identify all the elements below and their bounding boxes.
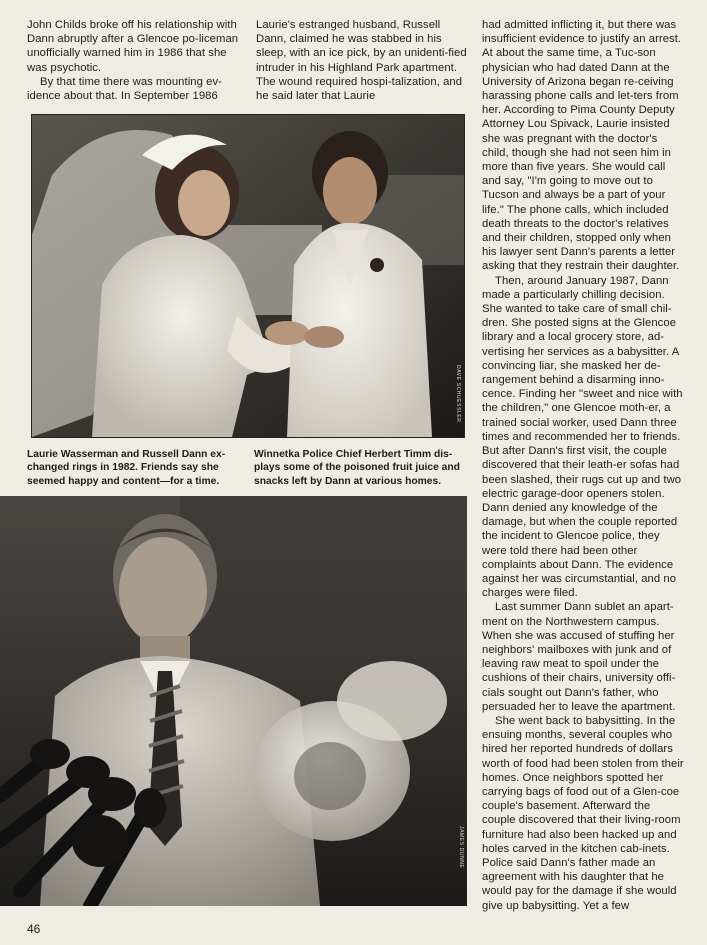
paragraph: Last summer Dann sublet an apart-ment on the Northwestern campus. When she was accused of stuffing her neighbors' mailboxes with junk and of leaving raw meat to spoil under the cushions of their chairs, university offi-cials sought out Dann's father, who persuaded her to leave the apartment. xyxy=(482,601,676,713)
photo-credit: DAVE SCHUESSLER xyxy=(455,365,461,423)
article-column-1 xyxy=(27,18,239,103)
police-chief-photo xyxy=(0,496,467,906)
photo-credit: JAMES DUNNE xyxy=(458,826,464,869)
paragraph: She went back to babysitting. In the ensuing months, several couples who hired her reported hundreds of dollars worth of food had been stolen from their homes. Once neighbors spotted her carrying bags of food out of a Glen-coe couple's basement. Afterward the couple discovered that their living-room furniture had also been hacked up and holes carved in the kitchen cab-inets. Police said Dann's father made an agreement with his daughter that he would pay for the damage if she would give up babysitting. Yet a few xyxy=(482,714,684,912)
page-number: 46 xyxy=(27,922,41,936)
police-chief-photo-image xyxy=(0,496,467,906)
paragraph: Then, around January 1987, Dann made a particularly chilling decision. She wanted to take care of small chil-dren. She posted signs at the Glencoe library and a local grocery store, ad-vertising her services as a babysitter. A convincing liar, she masked her de-rangement behind a disarming inno-cence. Finding her "sweet and nice with the children," one Glencoe moth-er, a trained social worker, used Dann three times and recommended her to friends. But after Dann's first visit, the couple discovered that their leath-er sofas had been slashed, their rugs cut up and two electric garage-door openers stolen. Dann denied any knowledge of the damage, but when the couple reported the incident to Glencoe police, they were told there had been other complaints about Dann. The evidence against her was circumstantial, and no charges were filed. xyxy=(482,274,683,600)
article-column-3 xyxy=(482,18,687,913)
article-column-2 xyxy=(256,18,468,103)
wedding-photo-image xyxy=(32,115,464,437)
paragraph: John Childs broke off his relationship with Dann abruptly after a Glencoe po-liceman unofficially warned him in 1986 that she was psychotic. xyxy=(27,19,239,74)
paragraph: By that time there was mounting ev-idence about that. In September 1986 xyxy=(27,75,222,103)
photo-caption-wedding: Laurie Wasserman and Russell Dann ex-changed rings in 1982. Friends say she seemed happy and content—for a time. xyxy=(27,449,226,487)
paragraph: Laurie's estranged husband, Russell Dann, claimed he was stabbed in his sleep, with an ice pick, by an unidenti-fied intruder in his Highland Park apartment. The wound required hospi-talization, and he said later that Laurie xyxy=(256,19,467,103)
photo-caption-police: Winnetka Police Chief Herbert Timm dis-plays some of the poisoned fruit juice and snacks left by Dann at various homes. xyxy=(254,449,460,487)
wedding-photo xyxy=(31,114,465,438)
paragraph: had admitted inflicting it, but there was insufficient evidence to justify an arrest. At about the same time, a Tuc-son physician who had dated Dann at the University of Arizona began re-ceiving harassing phone calls and let-ters from her. According to Pima County Deputy Attorney Lou Spivack, Laurie insisted she was pregnant with the doctor's child, though she had not seen him in more than five years. She would call and say, "I'm going to move out to Tucson and always be a part of your life." The phone calls, which included death threats to the doctor's relatives and their children, stopped only when his lawyer sent Dann's parents a letter asking that they restrain their daughter. xyxy=(482,19,682,273)
